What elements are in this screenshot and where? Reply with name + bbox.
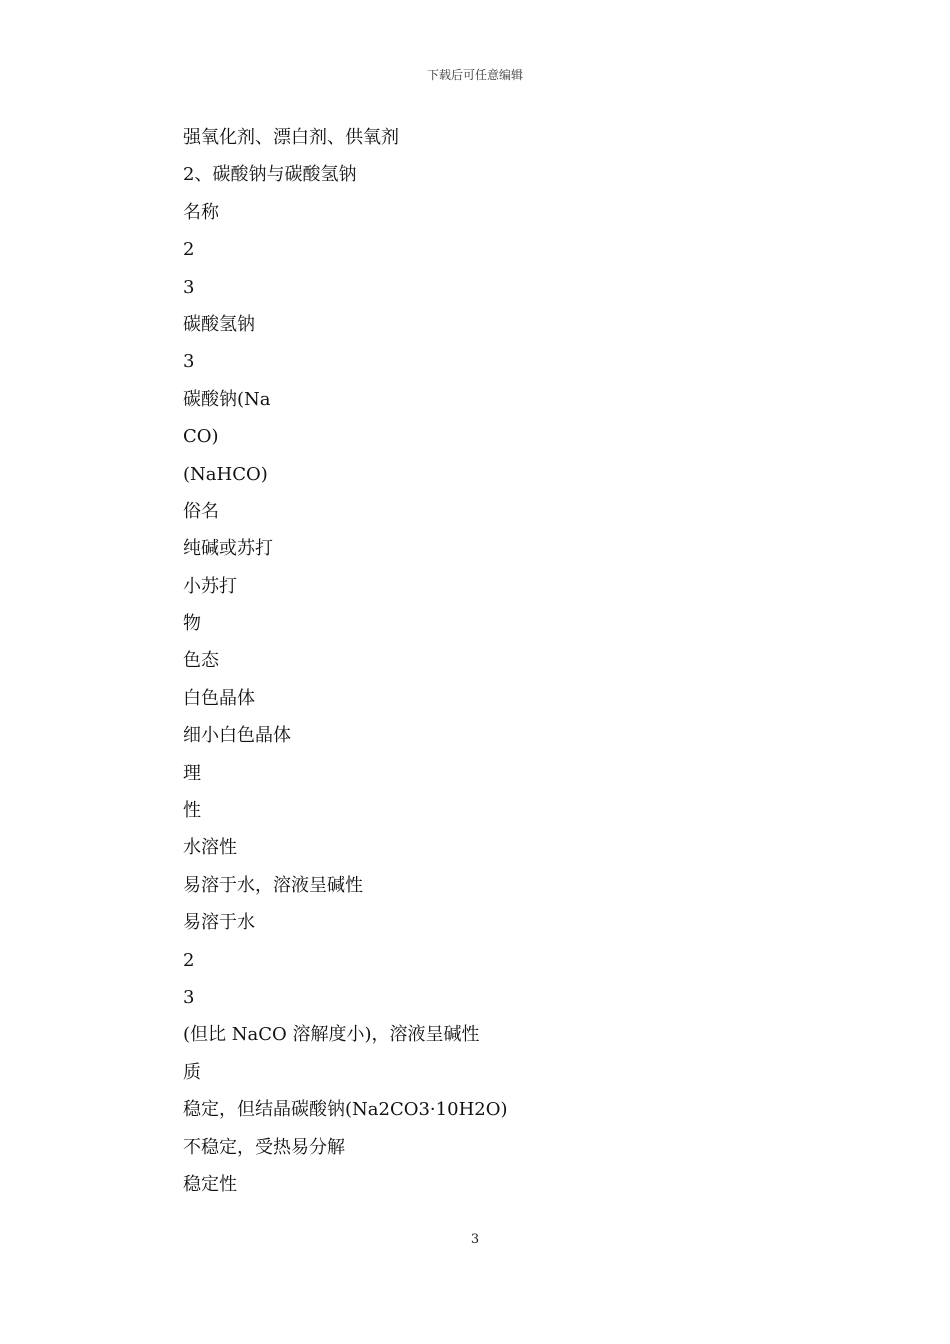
text-line: 细小白色晶体: [183, 725, 291, 747]
section-heading: 2、碳酸钠与碳酸氢钠: [183, 164, 357, 186]
text-line: 2: [183, 949, 195, 971]
text-line: 物: [183, 613, 201, 635]
text-line: 俗名: [183, 500, 219, 522]
text-line: 稳定，但结晶碳酸钠(Na2CO3·10H2O): [183, 1099, 508, 1121]
text-line: 碳酸氢钠: [183, 313, 255, 335]
text-line: (但比 NaCO 溶解度小)，溶液呈碱性: [183, 1024, 480, 1046]
text-line: 3: [183, 351, 195, 373]
text-line: 3: [183, 986, 195, 1008]
text-line: 纯碱或苏打: [183, 538, 273, 560]
text-line: 易溶于水: [183, 912, 255, 934]
text-line: 不稳定，受热易分解: [183, 1136, 345, 1158]
text-line: 小苏打: [183, 575, 237, 597]
text-line: 强氧化剂、漂白剂、供氧剂: [183, 127, 399, 148]
text-line: 质: [183, 1061, 201, 1083]
document-body: [183, 122, 803, 1206]
text-line: 理: [183, 762, 201, 784]
text-line: 2: [183, 239, 195, 261]
text-line: 水溶性: [183, 837, 237, 859]
text-line: 名称: [183, 201, 219, 223]
page-number: 3: [470, 1232, 480, 1247]
text-line: 性: [183, 800, 201, 822]
page-header: 下载后可任意编辑: [426, 68, 523, 82]
text-line: 白色晶体: [183, 687, 255, 709]
text-line: 稳定性: [183, 1173, 237, 1195]
text-line: (NaHCO): [183, 463, 268, 485]
text-line: 易溶于水，溶液呈碱性: [183, 874, 363, 896]
text-line: 3: [183, 276, 195, 298]
text-line: 碳酸钠(Na: [183, 388, 271, 410]
text-line: 色态: [183, 650, 219, 672]
text-line: CO): [183, 426, 219, 448]
